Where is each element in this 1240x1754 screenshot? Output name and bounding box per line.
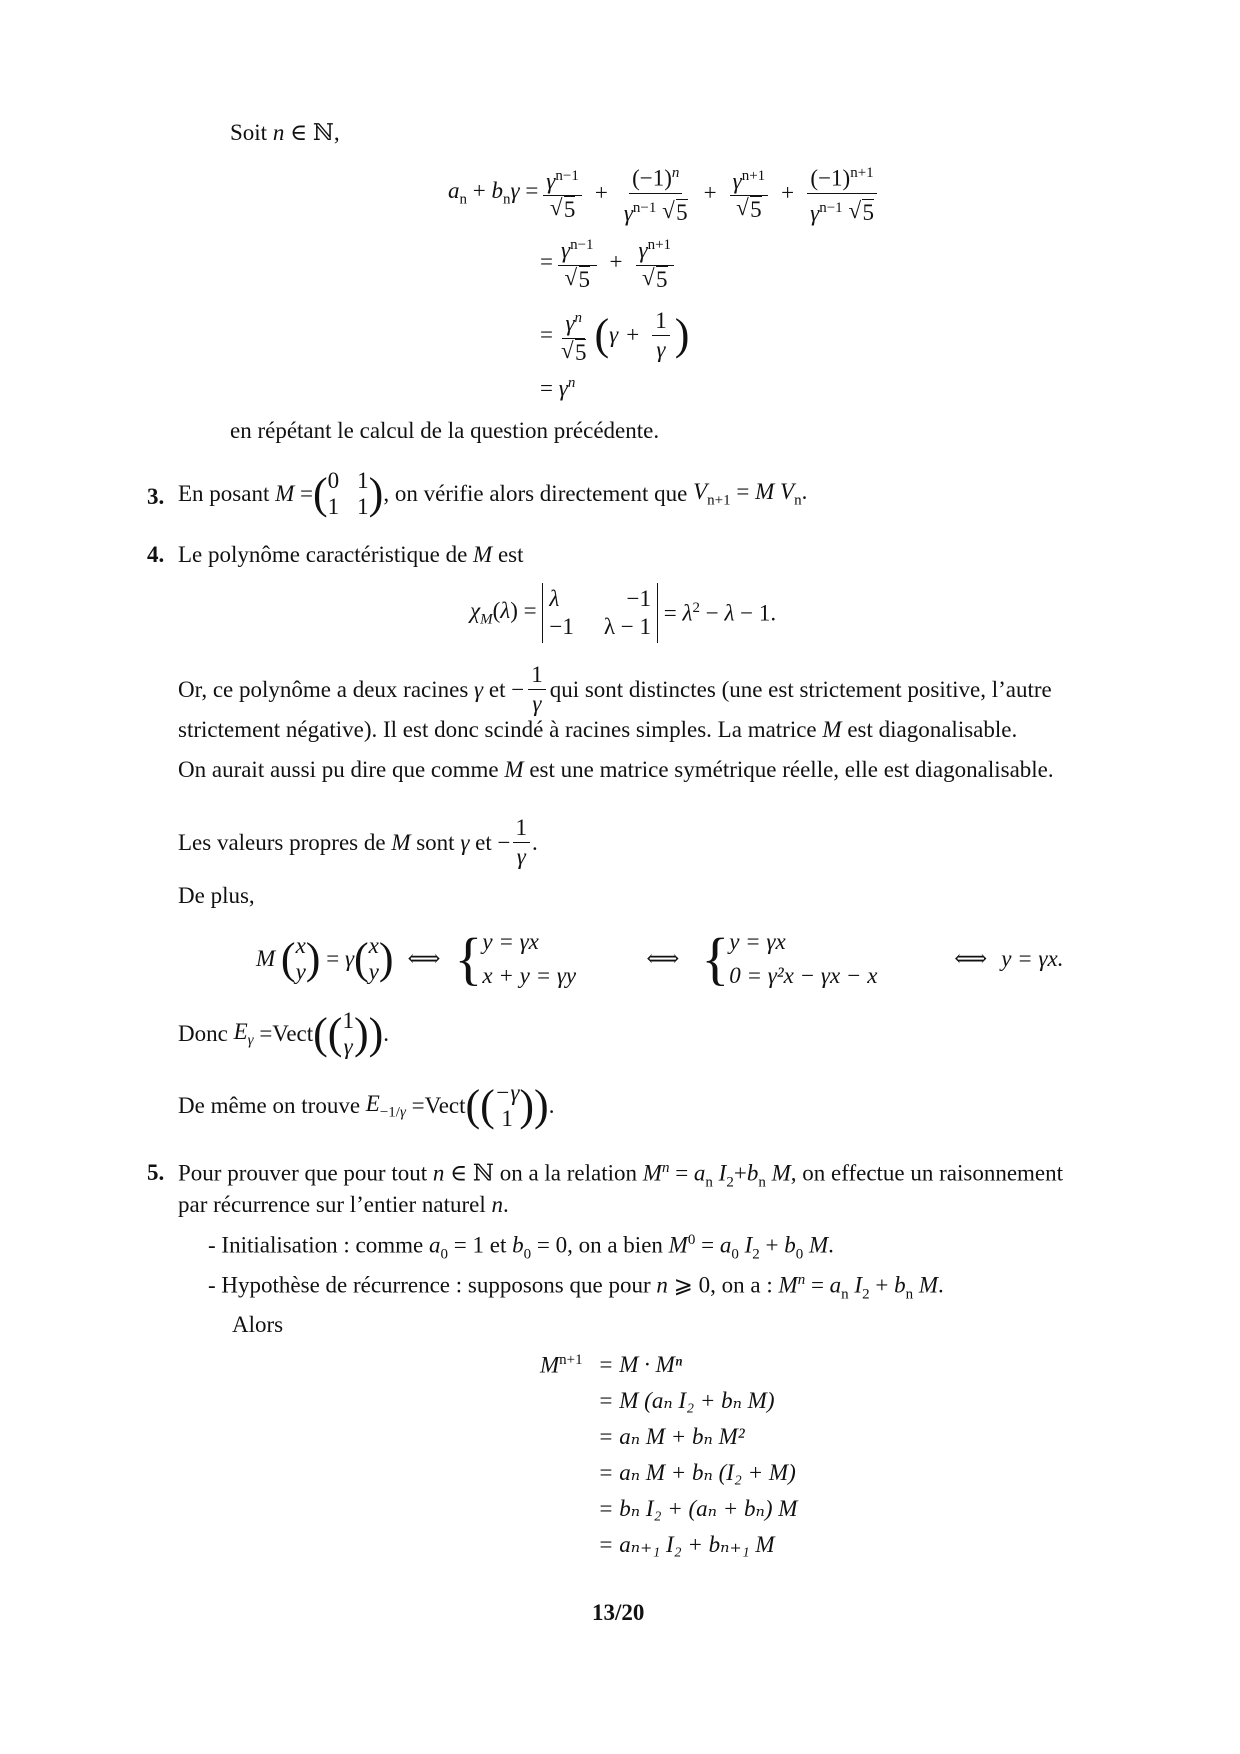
matrix-cell: 1	[327, 494, 340, 519]
equation-line-3: = $\gamma^n$ √ 5 ( γ + $\frac{1}{\gamma}$ )	[540, 305, 689, 366]
q4-paragraph-1: Or, ce polynôme a deux racines γ et − $\frac{1}{\gamma}$ qui sont distinctes (une est strictement positive, l’autre	[178, 662, 1052, 716]
q5-init: - Initialisation : comme $a_0 = 1$ et $b_0 = 0$, on a bien $M^0 = a_0$ $I_2 + b_0$ M.	[208, 1232, 834, 1263]
de-plus: De plus,	[178, 883, 255, 908]
matrix-cell: 1	[357, 494, 369, 519]
q3-label: 3.	[147, 484, 165, 509]
char-poly: $\chi_M(\lambda)$ = λ −1 −1 λ − 1 = $\lambda^2 - \lambda - 1$.	[470, 583, 776, 643]
q5-alors: Alors	[232, 1312, 284, 1337]
chain-lhs: $M^{n+1}$	[540, 1352, 583, 1378]
matrix-cell: 1	[357, 468, 369, 493]
eigen-system: M ( x y ) = γ ( x y ) ⟺ { y = γx x + y = γy ⟺ { y = γx 0 = γ²x − γx − x ⟺ y = γx.	[256, 926, 1064, 991]
equation-line-1: $a_n + b_n\gamma$ = $\gamma^{n-1}$ √ 5 + $\frac{(-1)^n}{\gamma^{n-1} √ 5}$ + $\gamma^{n+1}$ √ 5 + $\frac{(-1)^{n+1}}{\gamma^{n-1} √ 5}$	[448, 160, 882, 226]
eigenvalues-line: Les valeurs propres de M sont γ et − $\frac{1}{\gamma}$ .	[178, 815, 538, 869]
chain-step: = aₙ M + bₙ (I₂ + M)	[598, 1460, 796, 1485]
chain-step: = aₙ₊₁ I₂ + bₙ₊₁ M	[598, 1532, 775, 1557]
q5-line-2: par récurrence sur l’entier naturel n.	[178, 1192, 509, 1217]
after-eq-text: en répétant le calcul de la question précédente.	[230, 418, 660, 443]
chain-step: = bₙ I₂ + (aₙ + bₙ) M	[598, 1496, 798, 1521]
intro-line: Soit n ∈ ℕ,	[230, 120, 340, 145]
q3-matrix	[328, 468, 369, 520]
q3-text: En posant M = ( 0 1 1 1 ) , on vérifie alors directement que $V_{n+1} = M$ $V_n$.	[178, 468, 808, 519]
chain-step: = M (aₙ I₂ + bₙ M)	[598, 1388, 775, 1413]
eigenspace-minus: De même on trouve $E_{-1/\gamma}$ =Vect (( −γ 1 )) .	[178, 1080, 555, 1131]
q4-intro: Le polynôme caractéristique de M est	[178, 542, 524, 567]
chain-step: = M · Mⁿ	[598, 1352, 683, 1377]
q5-label: 5.	[147, 1160, 165, 1185]
q4-label: 4.	[147, 542, 165, 567]
q3-text-after: , on vérifie alors directement que	[383, 481, 688, 506]
chain-step: = aₙ M + bₙ M²	[598, 1424, 745, 1449]
equation-line-4: = $\gamma^n$	[540, 375, 576, 401]
q5-line-1: Pour prouver que pour tout n ∈ ℕ on a la relation $M^n = a_n$ $I_2+b_n$ M, on effectue un raisonnement	[178, 1160, 1064, 1191]
determinant: λ −1 −1 λ − 1	[542, 583, 658, 643]
q4-paragraph-3: On aurait aussi pu dire que comme M est une matrice symétrique réelle, elle est diagonalisable.	[178, 757, 1054, 782]
q4-paragraph-2: strictement négative). Il est donc scindé à racines simples. La matrice M est diagonalisable.	[178, 717, 1018, 742]
q5-hyp: - Hypothèse de récurrence : supposons que pour n ⩾ 0, on a : $M^n = a_n$ $I_2 + b_n$ M.	[208, 1272, 944, 1303]
q3-text-before: En posant	[178, 481, 270, 506]
equation-line-2: = $\gamma^{n-1}$ √ 5 + $\gamma^{n+1}$ √ 5	[540, 232, 679, 293]
matrix-cell: 0	[327, 468, 340, 493]
page-number: 13/20	[592, 1600, 645, 1625]
eigenspace-gamma: Donc $E_\gamma$ =Vect (( 1 γ )) .	[178, 1008, 390, 1059]
